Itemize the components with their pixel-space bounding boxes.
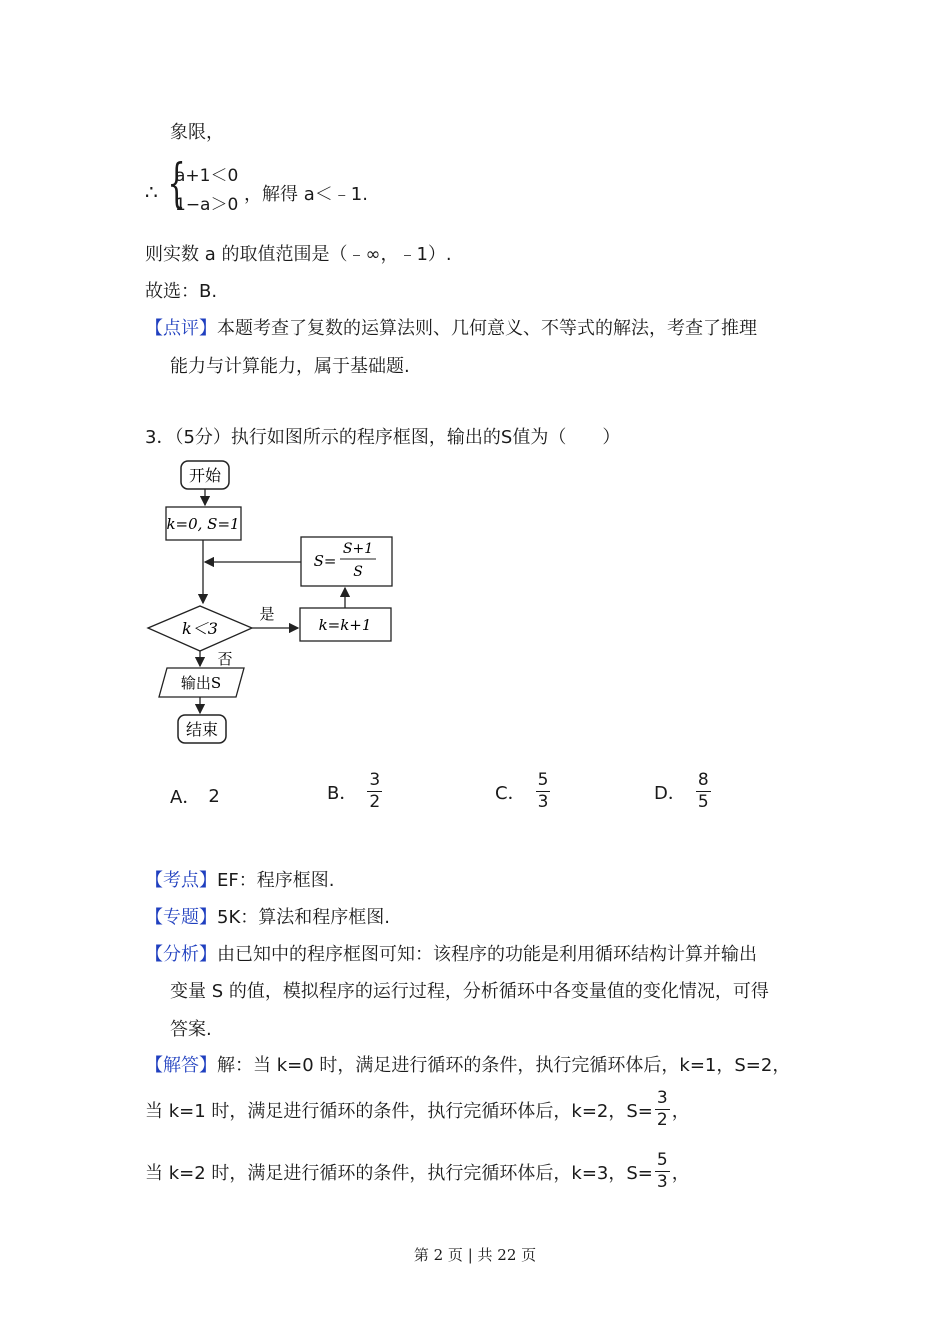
jieda-tag: 【解答】 (145, 1055, 217, 1076)
comment-tag: 【点评】 (145, 318, 217, 339)
page-footer: 第 2 页 | 共 22 页 (413, 1246, 537, 1264)
flowchart (140, 455, 410, 755)
jieda-numerator-3: 5 (656, 1150, 668, 1170)
option-b-numerator: 3 (369, 770, 381, 790)
question-title: 3．（5分）执行如图所示的程序框图，输出的S值为（ ） (145, 427, 621, 448)
fenxi-text-1: 由已知中的程序框图可知：该程序的功能是利用循环结构计算并输出 (217, 944, 757, 965)
jieda-denominator-2: 2 (656, 1110, 668, 1130)
jieda-text-2: 当 k=1 时，满足进行循环的条件，执行完循环体后，k=2，S= (145, 1100, 653, 1122)
inequality-2: 1−a＞0 (175, 195, 239, 215)
jieda-text-1: 解：当 k=0 时，满足进行循环的条件，执行完循环体后，k=1，S=2， (217, 1055, 791, 1076)
increment-label: k=k+1 (318, 616, 372, 634)
end-label: 结束 (185, 720, 219, 739)
comment-line-1 (145, 314, 757, 340)
kaodian-text: EF：程序框图. (217, 870, 335, 891)
fenxi-tag: 【分析】 (145, 944, 217, 965)
fenxi-line-1 (145, 940, 757, 966)
zhuanti-tag: 【专题】 (145, 907, 217, 928)
option-d (654, 772, 713, 811)
option-a-value: 2 (208, 785, 220, 807)
condition-label: k＜3 (182, 619, 218, 638)
zhuanti-text: 5K：算法和程序框图. (217, 907, 390, 928)
comment-text-1: 本题考查了复数的运算法则、几何意义、不等式的解法，考查了推理 (217, 318, 757, 339)
comment-line-2: 能力与计算能力，属于基础题. (170, 356, 410, 377)
kaodian-line (145, 866, 334, 892)
jieda-fraction-2 (655, 1090, 670, 1129)
brace-icon: { (167, 154, 186, 214)
jieda-line-2 (145, 1090, 690, 1129)
fenxi-line-2: 变量 S 的值，模拟程序的运行过程，分析循环中各变量值的变化情况，可得 (170, 981, 769, 1002)
option-c-numerator: 5 (537, 770, 549, 790)
option-a-label: A． (170, 787, 201, 808)
assign-lhs: S= (313, 552, 337, 570)
option-c-label: C． (495, 782, 526, 804)
jieda-text-3: 当 k=2 时，满足进行循环的条件，执行完循环体后，k=3，S= (145, 1162, 653, 1184)
no-label: 否 (217, 650, 233, 668)
option-d-fraction (696, 772, 711, 811)
init-label: k=0, S=1 (166, 515, 240, 533)
output-label: 输出S (180, 674, 222, 692)
jieda-denominator-3: 3 (656, 1172, 668, 1192)
kaodian-tag: 【考点】 (145, 870, 217, 891)
option-d-label: D． (654, 782, 686, 804)
choose-line: 故选：B. (145, 281, 218, 302)
therefore-symbol: ∴ (145, 180, 158, 204)
option-c-fraction (536, 772, 551, 811)
option-a (170, 783, 220, 809)
option-c-denominator: 3 (537, 792, 549, 812)
yes-label: 是 (259, 605, 275, 623)
fenxi-line-3: 答案. (170, 1019, 212, 1040)
option-b-label: B． (327, 782, 358, 804)
assign-numerator: S+1 (342, 541, 374, 557)
assign-denominator: S (353, 564, 363, 580)
start-label: 开始 (188, 466, 222, 485)
option-c (495, 772, 552, 811)
jieda-numerator-2: 3 (656, 1088, 668, 1108)
text-line: 象限， (170, 122, 224, 143)
inequality-1: a+1＜0 (175, 166, 239, 186)
range-line: 则实数 a 的取值范围是（﹣∞，﹣1）. (145, 244, 452, 265)
option-d-numerator: 8 (697, 770, 709, 790)
jieda-line-1 (145, 1051, 790, 1077)
option-d-denominator: 5 (697, 792, 709, 812)
option-b-fraction (367, 772, 382, 811)
solve-text: ，解得 a＜﹣1. (244, 184, 368, 205)
jieda-post-2: ， (671, 1100, 690, 1122)
jieda-post-3: ， (671, 1162, 690, 1184)
option-b (327, 772, 384, 811)
option-b-denominator: 2 (369, 792, 381, 812)
jieda-line-3 (145, 1152, 690, 1191)
zhuanti-line (145, 903, 390, 929)
jieda-fraction-3 (655, 1152, 670, 1191)
